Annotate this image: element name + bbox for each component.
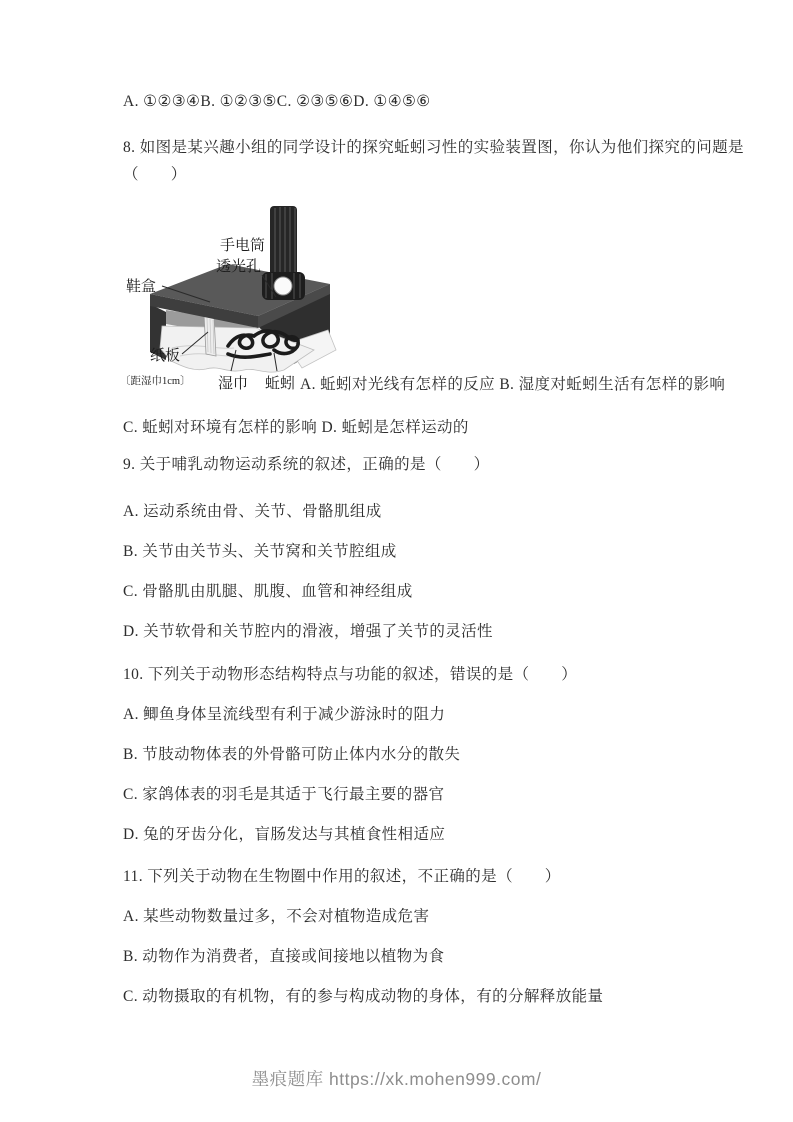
question-10-option-d: D. 兔的牙齿分化，盲肠发达与其植食性相适应 <box>123 826 446 843</box>
cardboard-label: 纸板 <box>150 348 181 364</box>
question-9-option-c: C. 骨骼肌由肌腿、肌腹、血管和神经组成 <box>123 583 413 600</box>
experiment-apparatus-figure <box>116 198 346 398</box>
question-10-stem: 10. 下列关于动物形态结构特点与功能的叙述，错误的是（ ） <box>123 666 578 683</box>
site-watermark: 墨痕题库 https://xk.mohen999.com/ <box>251 1069 542 1089</box>
light-hole-label: 透光孔 <box>216 259 262 275</box>
question-8-options-ab: A. 蚯蚓对光线有怎样的反应 B. 湿度对蚯蚓生活有怎样的影响 <box>300 376 726 393</box>
question-10-option-a: A. 鲫鱼身体呈流线型有利于减少游泳时的阻力 <box>123 706 446 723</box>
earthworm-label: 蚯蚓 <box>265 376 296 392</box>
distance-note-label: 〔距湿巾1cm〕 <box>120 376 191 387</box>
question-8-stem-line2: （ ） <box>123 166 187 183</box>
question-8-stem-line1: 8. 如图是某兴趣小组的同学设计的探究蚯蚓习性的实验装置图，你认为他们探究的问题是 <box>123 139 744 156</box>
question-11-option-a: A. 某些动物数量过多，不会对植物造成危害 <box>123 908 430 925</box>
question-8-options-cd: C. 蚯蚓对环境有怎样的影响 D. 蚯蚓是怎样运动的 <box>123 419 469 436</box>
question-9-option-b: B. 关节由关节头、关节窝和关节腔组成 <box>123 543 397 560</box>
shoebox-label: 鞋盒 <box>126 279 157 295</box>
wet-towel-label: 湿巾 <box>218 376 249 392</box>
cardboard-divider <box>204 314 216 356</box>
question-9-stem: 9. 关于哺乳动物运动系统的叙述，正确的是（ ） <box>123 456 490 473</box>
question-11-option-c: C. 动物摄取的有机物，有的参与构成动物的身体，有的分解释放能量 <box>123 988 604 1005</box>
question-7-options-line: A. ①②③④B. ①②③⑤C. ②③⑤⑥D. ①④⑤⑥ <box>123 93 431 110</box>
question-11-stem: 11. 下列关于动物在生物圈中作用的叙述，不正确的是（ ） <box>123 868 561 885</box>
light-hole <box>274 277 292 295</box>
question-10-option-b: B. 节肢动物体表的外骨骼可防止体内水分的散失 <box>123 746 461 763</box>
flashlight-label: 手电筒 <box>220 238 266 254</box>
question-10-option-c: C. 家鸽体表的羽毛是其适于飞行最主要的器官 <box>123 786 445 803</box>
question-9-option-d: D. 关节软骨和关节腔内的滑液，增强了关节的灵活性 <box>123 623 493 640</box>
question-11-option-b: B. 动物作为消费者，直接或间接地以植物为食 <box>123 948 445 965</box>
question-9-option-a: A. 运动系统由骨、关节、骨骼肌组成 <box>123 503 382 520</box>
